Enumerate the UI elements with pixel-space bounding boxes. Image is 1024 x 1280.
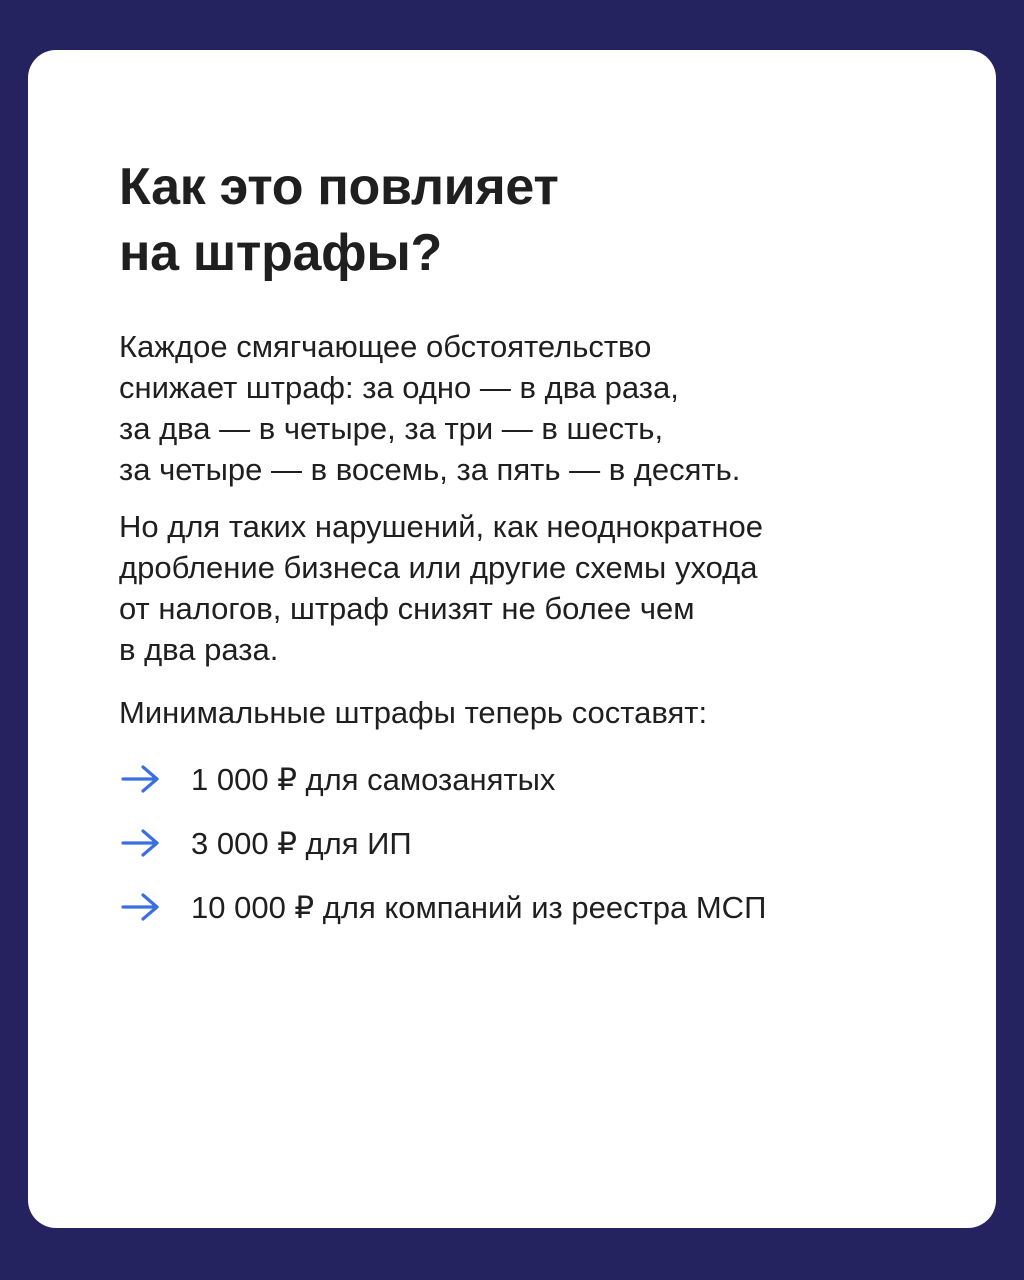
list-item xyxy=(119,747,936,811)
paragraph-line: Каждое смягчающее обстоятельство xyxy=(119,329,652,364)
paragraph-line: от налогов, штраф снизят не более чем xyxy=(119,591,695,626)
paragraph-line: за два — в четыре, за три — в шесть, xyxy=(119,411,664,446)
paragraph-line: за четыре — в восемь, за пять — в десять. xyxy=(119,452,741,487)
paragraph-mitigating-circumstances xyxy=(119,326,936,490)
paragraph-line: снижает штраф: за одно — в два раза, xyxy=(119,370,679,405)
list-item-text: 3 000 ₽ для ИП xyxy=(191,825,412,861)
paragraph-line: в два раза. xyxy=(119,632,279,667)
list-intro: Минимальные штрафы теперь составят: xyxy=(119,695,708,730)
list-item xyxy=(119,811,936,875)
title-line-2: на штрафы? xyxy=(119,224,442,282)
list-item xyxy=(119,875,936,939)
list-item-text: 10 000 ₽ для компаний из реестра МСП xyxy=(191,889,767,925)
page-title xyxy=(119,154,936,286)
arrow-right-icon xyxy=(119,827,163,859)
list-item-text: 1 000 ₽ для самозанятых xyxy=(191,761,556,797)
paragraph-line: Но для таких нарушений, как неоднократное xyxy=(119,509,763,544)
arrow-right-icon xyxy=(119,891,163,923)
title-line-1: Как это повлияет xyxy=(119,158,559,216)
paragraph-line: дробление бизнеса или другие схемы ухода xyxy=(119,550,758,585)
paragraph-exceptions xyxy=(119,506,936,670)
arrow-right-icon xyxy=(119,763,163,795)
minimum-fines-list xyxy=(119,747,936,939)
content-card xyxy=(28,50,996,1228)
